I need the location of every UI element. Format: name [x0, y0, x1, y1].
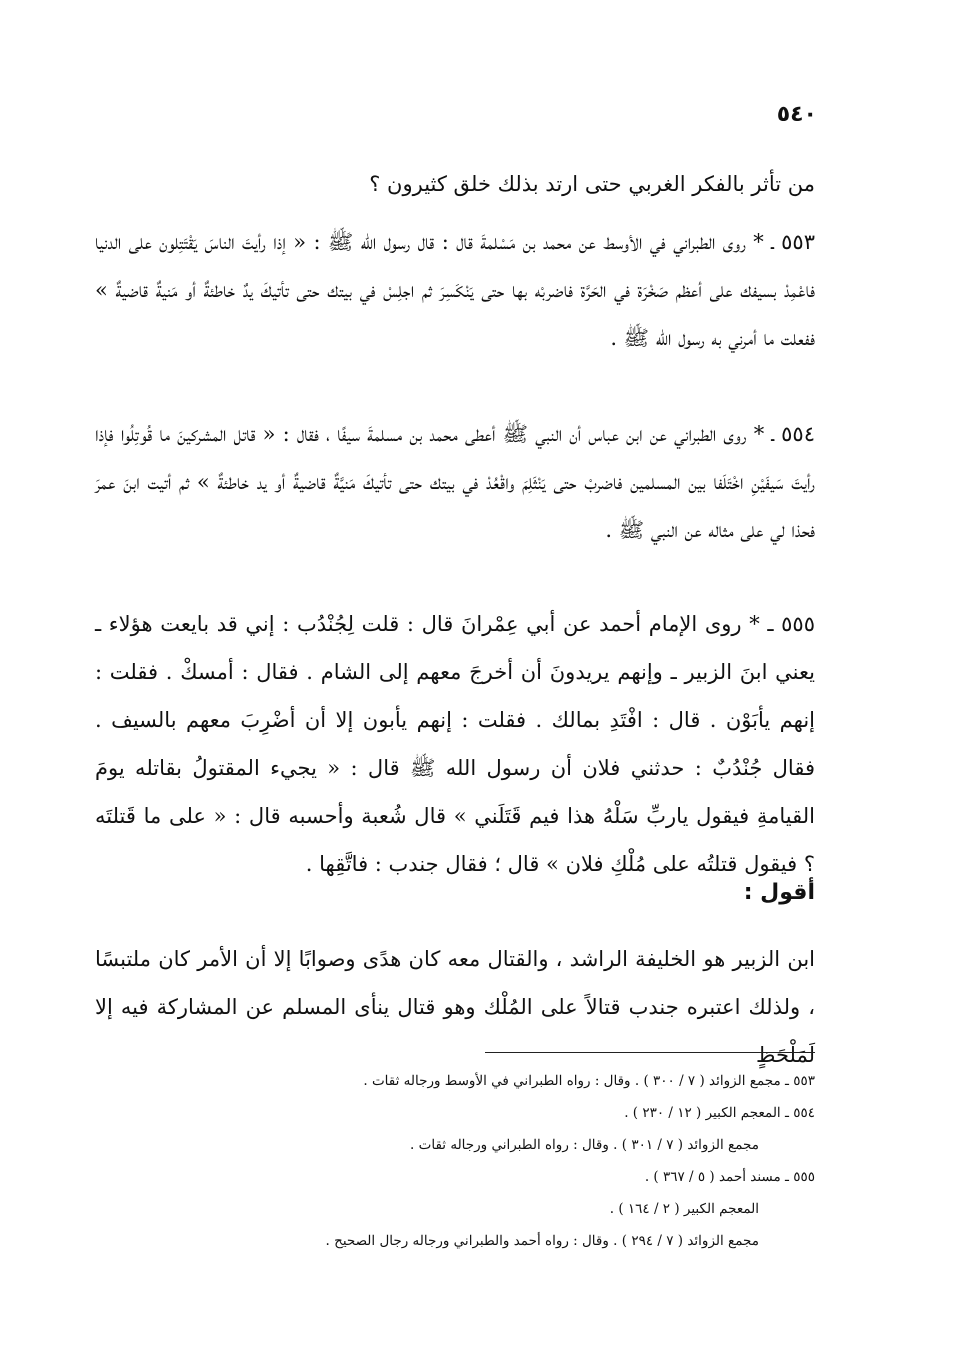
- hadith-555-paragraph: ٥٥٥ ـ * روى الإمام أحمد عن أبي عِمْرانَ قال : قلت لِجُنْدُب : إني قد بايعت هؤلاء ـ يعني ابنَ الزبير ـ وإنهم يريدونَ أن أخرجَ معهم إلى الشام . فقال : أمسكْ . فقلت : إنهم يأبَوْن . قال : افْتَدِ بمالك . فقلت : إنهم يأبون إلا أن أضْرِبَ معهم بالسيف . فقال جُنْدُبٌ : حدثني فلان أن رسول الله ﷺ قال : « يجيء المقتولُ بقاتله يومَ القيامةِ فيقول ياربِّ سَلْهُ هذا فيم قَتَلَني » قال شُعبة وأحسبه قال : « على ما قَتلتَه ؟ فيقول قتلتُه على مُلْكِ فلان » قال ؛ فقال جندب : فاتَّقِها .: [95, 612, 815, 876]
- commentary-paragraph: ابن الزبير هو الخليفة الراشد ، والقتال معه كان هدًى وصوابًا إلا أن الأمر كان ملتبسًا ، ولذلك اعتبره جندب قتالاً على المُلْك وهو قتال ينأى المسلم عن المشاركة فيه إلا لَمَلْحَظٍ: [95, 947, 815, 1067]
- page-number: ٥٤٠: [776, 102, 817, 127]
- section-heading: أقول :: [743, 880, 815, 905]
- footnote-separator: [485, 1052, 815, 1053]
- footnote: ٥٥٤ ـ المعجم الكبير ( ١٢ / ٢٣٠ ) .: [624, 1105, 815, 1121]
- footnote: ٥٥٣ ـ مجمع الزوائد ( ٧ / ٣٠٠ ) . وقال : رواه الطبراني في الأوسط ورجاله ثقات .: [363, 1073, 815, 1089]
- footnote: ٥٥٥ ـ مسند أحمد ( ٥ / ٣٦٧ ) .: [644, 1169, 815, 1185]
- footnotes: [95, 1065, 815, 1257]
- continuation-paragraph: من تأثر بالفكر الغربي حتى ارتد بذلك خلق كثيرون ؟: [369, 172, 815, 196]
- hadith-554-paragraph: ٥٥٤ ـ * روى الطبراني عن ابن عباس أن النبي ﷺ أعطى محمد بن مسلمةَ سيفًا ، فقال : « قاتل المشركينَ ما قُوتِلُوا فإذا رأيتَ سَيفَيْنِ اخْتَلَفا بين المسلمين فاضربْ حتى يَنْثَلِمَ واقْعُدْ في بيتك حتى تأتيكَ مَنيَّةٌ قاضيةٌ أو يد خاطئةٌ » ثم أتيت ابنَ عمرَ فحذا لي على مثاله عن النبي ﷺ .: [95, 422, 816, 542]
- footnote: مجمع الزوائد ( ٧ / ٢٩٤ ) . وقال : رواه أحمد والطبراني ورجاله رجال الصحيح .: [325, 1233, 759, 1249]
- footnote: مجمع الزوائد ( ٧ / ٣٠١ ) . وقال : رواه الطبراني ورجاله ثقات .: [410, 1137, 759, 1153]
- footnote: المعجم الكبير ( ٢ / ١٦٤ ) .: [609, 1201, 759, 1217]
- hadith-553-paragraph: ٥٥٣ ـ * روى الطبراني في الأوسط عن محمد بن مَسْلمةَ قال : قال رسول الله ﷺ : « إذا رأيتَ الناسَ يَقْتَتِلون على الدنيا فاعْمِدْ بسيفك على أعظم صَخْرَة في الحَرَّة فاضربْه بها حتى يَنْكَسِرَ ثم اجلِسْ في بيتك حتى تأتيكَ يدٌ خاطئةٌ أو مَنيةٌ قاضيةٌ » ففعلت ما أمرني به رسول الله ﷺ .: [95, 230, 815, 350]
